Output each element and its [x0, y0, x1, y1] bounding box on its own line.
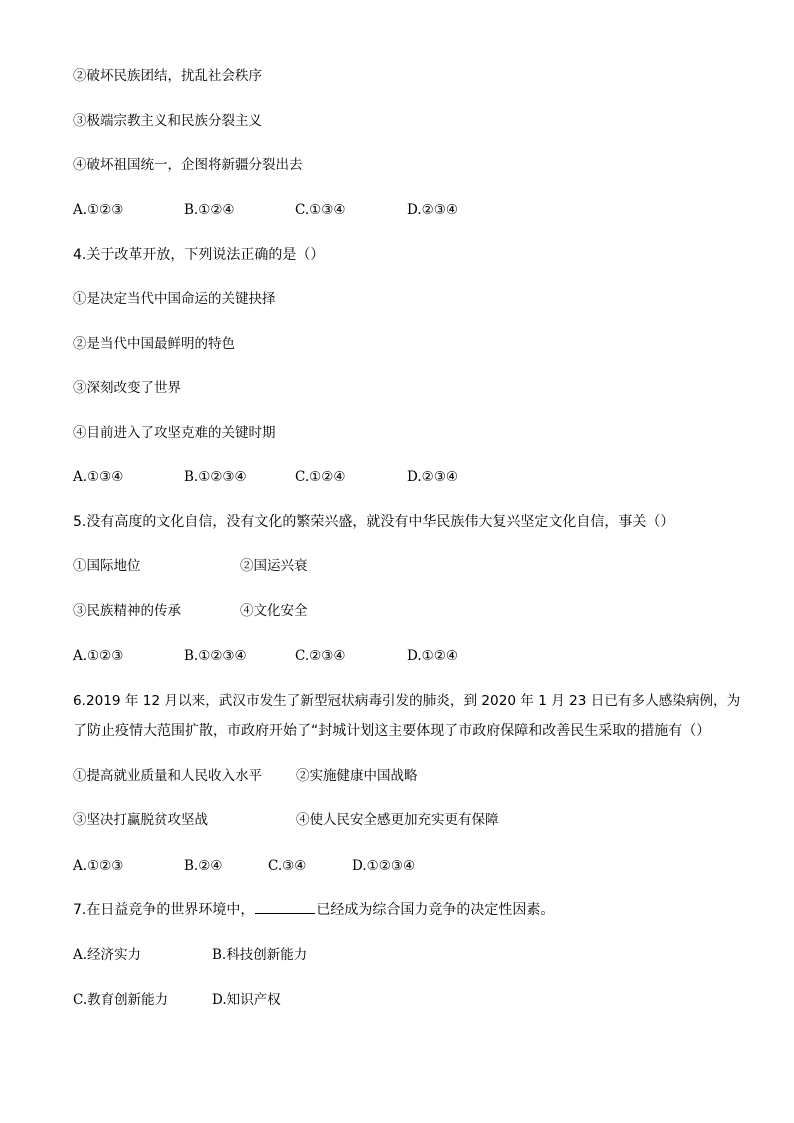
q5-option-c: C.②③④: [295, 648, 346, 664]
q6-stem-line-2: 了防止疫情大范围扩散，市政府开始了“封城计划这主要体现了市政府保障和改善民生采取的措施有（）: [73, 723, 711, 739]
q4-option-d: D.②③④: [407, 469, 458, 485]
q4-option-a: A.①③④: [73, 469, 124, 485]
q7-answer-blank: [255, 900, 315, 914]
q7-stem-before: 7.在日益竞争的世界环境中，: [73, 902, 255, 918]
q4-option-b: B.①②③④: [184, 469, 247, 485]
q6-option-a: A.①②③: [73, 858, 124, 874]
q4-option-c: C.①②④: [295, 469, 346, 485]
q5-option-a: A.①②③: [73, 648, 124, 664]
q3-option-b: B.①②④: [184, 202, 235, 218]
q7-option-d: D.知识产权: [212, 992, 281, 1008]
q6-item-3: ③坚决打赢脱贫攻坚战: [73, 812, 208, 828]
q6-option-c: C.③④: [268, 858, 307, 874]
q4-item-3: ③深刻改变了世界: [73, 380, 181, 396]
q4-item-2: ②是当代中国最鲜明的特色: [73, 336, 235, 352]
q4-item-1: ①是决定当代中国命运的关键抉择: [73, 291, 276, 307]
q3-option-d: D.②③④: [407, 202, 458, 218]
q3-option-a: A.①②③: [73, 202, 124, 218]
q7-stem-after: 已经成为综合国力竞争的决定性因素。: [316, 902, 555, 918]
q7-option-a: A.经济实力: [73, 947, 142, 963]
q4-item-4: ④目前进入了攻坚克难的关键时期: [73, 425, 276, 441]
q5-option-b: B.①②③④: [184, 648, 247, 664]
q6-item-2: ②实施健康中国战略: [296, 768, 418, 784]
q3-item-4: ④破坏祖国统一，企图将新疆分裂出去: [73, 157, 303, 173]
q5-item-4: ④文化安全: [240, 603, 308, 619]
q6-stem-line-1: 6.2019 年 12 月以来，武汉市发生了新型冠状病毒引发的肺炎，到 2020 年 1 月 23 日已有多人感染病例，为: [73, 693, 741, 709]
q5-stem: 5.没有高度的文化自信，没有文化的繁荣兴盛，就没有中华民族伟大复兴坚定文化自信，事关（）: [73, 514, 675, 530]
q3-option-c: C.①③④: [295, 202, 346, 218]
q5-item-2: ②国运兴衰: [240, 558, 308, 574]
q5-item-1: ①国际地位: [73, 558, 141, 574]
q3-item-3: ③极端宗教主义和民族分裂主义: [73, 113, 262, 129]
q7-stem: [73, 900, 554, 920]
q5-option-d: D.①②④: [407, 648, 458, 664]
q6-option-d: D.①②③④: [352, 858, 416, 874]
q6-item-1: ①提高就业质量和人民收入水平: [73, 768, 262, 784]
q6-item-4: ④使人民安全感更加充实更有保障: [296, 812, 499, 828]
q7-option-b: B.科技创新能力: [212, 947, 308, 963]
q6-option-b: B.②④: [184, 858, 223, 874]
q3-item-2: ②破坏民族团结，扰乱社会秩序: [73, 68, 262, 84]
q5-item-3: ③民族精神的传承: [73, 603, 181, 619]
q4-stem: 4.关于改革开放，下列说法正确的是（）: [73, 247, 325, 263]
q7-option-c: C.教育创新能力: [73, 992, 169, 1008]
